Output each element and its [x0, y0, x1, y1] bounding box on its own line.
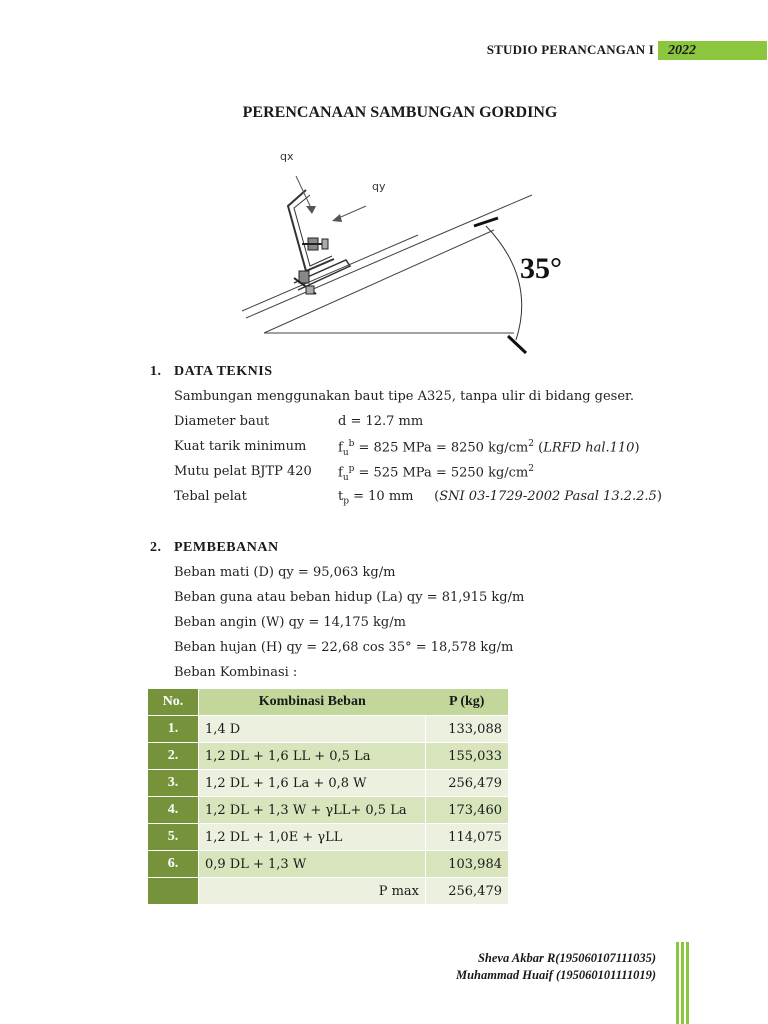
- header-title: STUDIO PERANCANGAN I: [486, 42, 654, 57]
- header-year-badge: 2022: [658, 41, 767, 60]
- table-row: 4. 1,2 DL + 1,3 W + γLL+ 0,5 La 173,460: [148, 797, 508, 824]
- table-total-row: [148, 878, 508, 905]
- qx-label: qx: [280, 150, 294, 163]
- spec-row-plate-thickness: Tebal pelat $t_p = 10$ mm (SNI 03-1729-2002 Pasal 13.2.2.5): [174, 489, 662, 507]
- spec-row-plate-grade: Mutu pelat BJTP 420 $f_u^p = 525$ MPa = 5250 $kg/cm^2$: [174, 464, 534, 483]
- purlin-section: [288, 190, 334, 271]
- author-name: Sheva Akbar R(195060107111035): [477, 951, 656, 965]
- table-row: 5. 1,2 DL + 1,0E + γLL 114,075: [148, 824, 508, 851]
- angle-tick-bottom: [508, 336, 526, 353]
- spec-row-tensile: Kuat tarik minimum $f_u^b = 825$ MPa = 8250 $kg/cm^2$ (LRFD hal.110): [174, 439, 640, 458]
- section-heading-data-teknis: 1. DATA TEKNIS: [150, 364, 273, 379]
- angle-tick-top: [474, 218, 498, 226]
- section1-intro: Sambungan menggunakan baut tipe A325, tanpa ulir di bidang geser.: [174, 389, 634, 404]
- total-label: P max: [199, 878, 426, 905]
- footer-decorative-bars: [676, 942, 690, 1024]
- roof-slope-line: [246, 242, 422, 318]
- table-header-combination: Kombinasi Beban: [199, 689, 426, 716]
- roof-slope-line: [422, 195, 532, 242]
- footer-authors: [456, 950, 656, 984]
- qx-arrowhead: [306, 206, 316, 214]
- total-value: 256,479: [426, 878, 509, 905]
- qy-arrowhead: [332, 214, 342, 222]
- bolt-upper: [302, 238, 328, 250]
- table-row: 3. 1,2 DL + 1,6 La + 0,8 W 256,479: [148, 770, 508, 797]
- load-live: Beban guna atau beban hidup (La) qy = 81,915 kg/m: [174, 590, 525, 605]
- section-heading-pembebanan: 2. PEMBEBANAN: [150, 540, 279, 555]
- load-combination-label: Beban Kombinasi :: [174, 665, 298, 680]
- document-title: PERENCANAAN SAMBUNGAN GORDING: [242, 104, 558, 121]
- spec-row-diameter: Diameter baut d = 12.7 mm: [174, 414, 424, 429]
- load-combination-table: [148, 689, 508, 905]
- load-wind: Beban angin (W) qy = 14,175 kg/m: [174, 615, 406, 630]
- table-header-row: [148, 689, 508, 716]
- load-dead: Beban mati (D) qy = 95,063 kg/m: [174, 565, 396, 580]
- table-header-load: P (kg): [426, 689, 509, 716]
- roof-slope-line: [242, 235, 418, 311]
- table-header-no: No.: [148, 689, 199, 716]
- purlin-section-inner: [294, 195, 332, 266]
- load-rain: Beban hujan (H) qy = 22,68 cos 35° = 18,578 kg/m: [174, 640, 514, 655]
- angle-label: 35°: [520, 252, 562, 285]
- purlin-connection-diagram: [236, 148, 566, 358]
- angle-arc: [486, 226, 522, 340]
- author-name: Muhammad Huaif (195060101111019): [455, 968, 656, 982]
- qy-label: qy: [372, 180, 386, 193]
- table-row: 6. 0,9 DL + 1,3 W 103,984: [148, 851, 508, 878]
- table-row: 2. 1,2 DL + 1,6 LL + 0,5 La 155,033: [148, 743, 508, 770]
- table-row: 1. 1,4 D 133,088: [148, 716, 508, 743]
